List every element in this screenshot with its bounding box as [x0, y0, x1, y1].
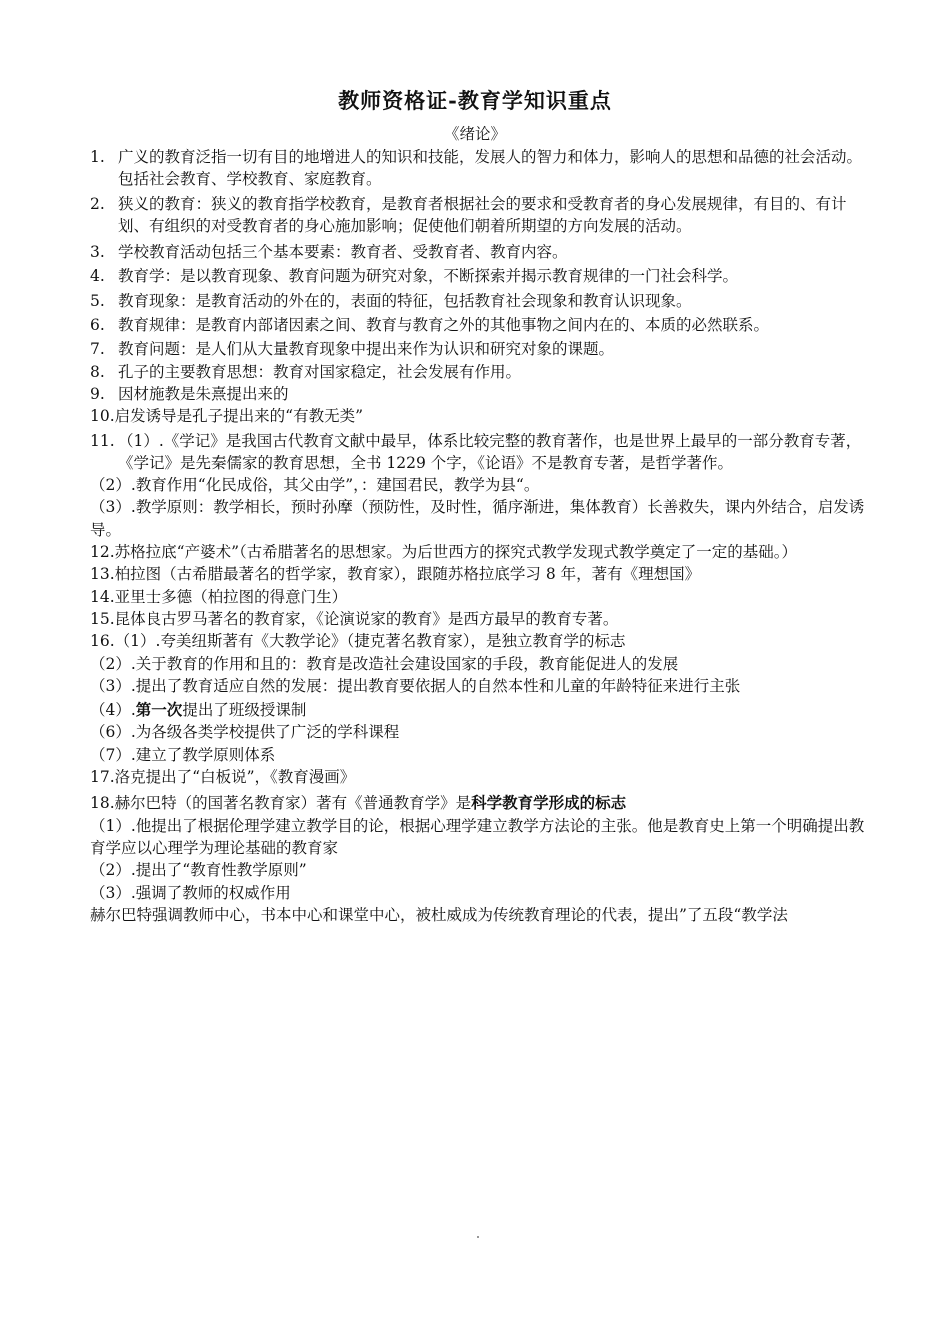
list-item-text: 教育规律：是教育内部诸因素之间、教育与教育之外的其他事物之间内在的、本质的必然联系。 [118, 316, 770, 335]
list-item-text: 广义的教育泛指一切有目的地增进人的知识和技能，发展人的智力和体力，影响人的思想和品德的社会活动。包括社会教育、学校教育、家庭教育。 [118, 148, 863, 189]
paragraph-18 [88, 792, 866, 814]
list-item [88, 361, 866, 383]
paragraph-16-7: （7）.建立了教学原则体系 [90, 745, 276, 764]
document-body [88, 146, 866, 926]
list-item [88, 146, 866, 191]
paragraph-16-4-prefix: （4）. [90, 701, 136, 720]
list-item-number: 4. [90, 267, 105, 286]
paragraph-16-4 [88, 699, 866, 721]
list-item-number: 9. [90, 384, 105, 403]
paragraph-16-3: （3）.提出了教育适应自然的发展：提出教育要依据人的自然本性和儿童的年龄特征来进行主张 [90, 676, 741, 695]
paragraph-16-4-suffix: 提出了班级授课制 [182, 701, 307, 720]
document-subtitle: 《绪论》 [443, 125, 506, 143]
paragraph-11-2: （2）.教育作用“化民成俗，其父由学”，：建国君民，教学为县“。 [90, 476, 540, 495]
footer-mark [477, 1236, 479, 1238]
paragraph-17: 17.洛克提出了“白板说”，《教育漫画》 [90, 768, 356, 787]
list-item-number: 3. [90, 243, 105, 262]
list-item-number: 5. [90, 291, 105, 310]
list-item-text: 狭义的教育：狭义的教育指学校教育，是教育者根据社会的要求和受教育者的身心发展规律，有目的、有计划、有组织的对受教育者的身心施加影响；促使他们朝着所期望的方向发展的活动。 [118, 194, 847, 235]
paragraph-16-2: （2）.关于教育的作用和且的：教育是改造社会建设国家的手段，教育能促进人的发展 [90, 654, 679, 673]
paragraph-14: 14.亚里士多德（柏拉图的得意门生） [90, 587, 348, 606]
list-item-text: 教育问题：是人们从大量教育现象中提出来作为认识和研究对象的课题。 [118, 340, 615, 359]
paragraph-16-4-emphasis: 第一次 [135, 701, 183, 720]
list-item [88, 241, 866, 263]
list-item [88, 193, 866, 238]
paragraph-16-6: （6）.为各级各类学校提供了广泛的学科课程 [90, 723, 400, 742]
document-title: 教师资格证-教育学知识重点 [338, 88, 612, 113]
paragraph-16-1: 16.（1）.夸美纽斯著有《大教学论》（捷克著名教育家），是独立教育学的标志 [90, 632, 626, 651]
list-item-text: 学校教育活动包括三个基本要素：教育者、受教育者、教育内容。 [118, 243, 568, 262]
list-item-number: 8. [90, 362, 105, 381]
paragraph-18-emphasis: 科学教育学形成的标志 [471, 794, 627, 813]
paragraph-11 [88, 430, 866, 475]
paragraph-18-1: （1）.他提出了根据伦理学建立教学目的论，根据心理学建立教学方法论的主张。他是教育史上第一个明确提出教育学应以心理学为理论基础的教育家 [90, 816, 865, 857]
list-item-number: 1. [90, 148, 105, 166]
paragraph-18-prefix: 18.赫尔巴特（的国著名教育家）著有《普通教育学》是 [90, 794, 472, 813]
list-item-text: 因材施教是朱熹提出来的 [118, 384, 289, 403]
paragraph-11-number: 11. [90, 431, 115, 450]
list-item [88, 265, 866, 287]
list-item-text: 教育现象：是教育活动的外在的，表面的特征，包括教育社会现象和教育认识现象。 [118, 291, 692, 310]
paragraph-11-3: （3）.教学原则：教学相长，预时孙摩（预防性，及时性，循序渐进，集体教育）长善救失，课内外结合，启发诱导。 [90, 498, 865, 539]
list-item [88, 290, 866, 312]
paragraph-18-3: （3）.强调了教师的权威作用 [90, 883, 291, 902]
paragraph-15: 15.昆体良古罗马著名的教育家，《论演说家的教育》是西方最早的教育专著。 [90, 609, 619, 628]
paragraph-11-text: （1）.《学记》是我国古代教育文献中最早，体系比较完整的教育著作，也是世界上最早的一部分教育专著，《学记》是先秦儒家的教育思想，全书 1229 个字，《论语》不是教育专著，是哲学著作。 [118, 431, 862, 472]
list-item-text: 孔子的主要教育思想：教育对国家稳定，社会发展有作用。 [118, 362, 522, 381]
paragraph-10: 10.启发诱导是孔子提出来的“有教无类” [90, 407, 363, 426]
paragraph-13: 13.柏拉图（古希腊最著名的哲学家，教育家），跟随苏格拉底学习 8 年，著有《理想国》 [90, 565, 701, 584]
list-item-text: 教育学：是以教育现象、教育问题为研究对象，不断探索并揭示教育规律的一门社会科学。 [118, 267, 739, 286]
list-item-number: 2. [90, 194, 105, 213]
list-item-number: 6. [90, 316, 105, 335]
list-item [88, 314, 866, 336]
paragraph-12: 12.苏格拉底“产婆术”（古希腊著名的思想家。为后世西方的探究式教学发现式教学奠定了一定的基础。） [90, 543, 798, 562]
paragraph-18-summary: 赫尔巴特强调教师中心，书本中心和课堂中心，被杜威成为传统教育理论的代表，提出”了五段“教学法 [90, 905, 788, 924]
paragraph-18-2: （2）.提出了“教育性教学原则” [90, 861, 307, 880]
list-item [88, 383, 866, 405]
list-item-number: 7. [90, 340, 105, 359]
list-item [88, 338, 866, 360]
